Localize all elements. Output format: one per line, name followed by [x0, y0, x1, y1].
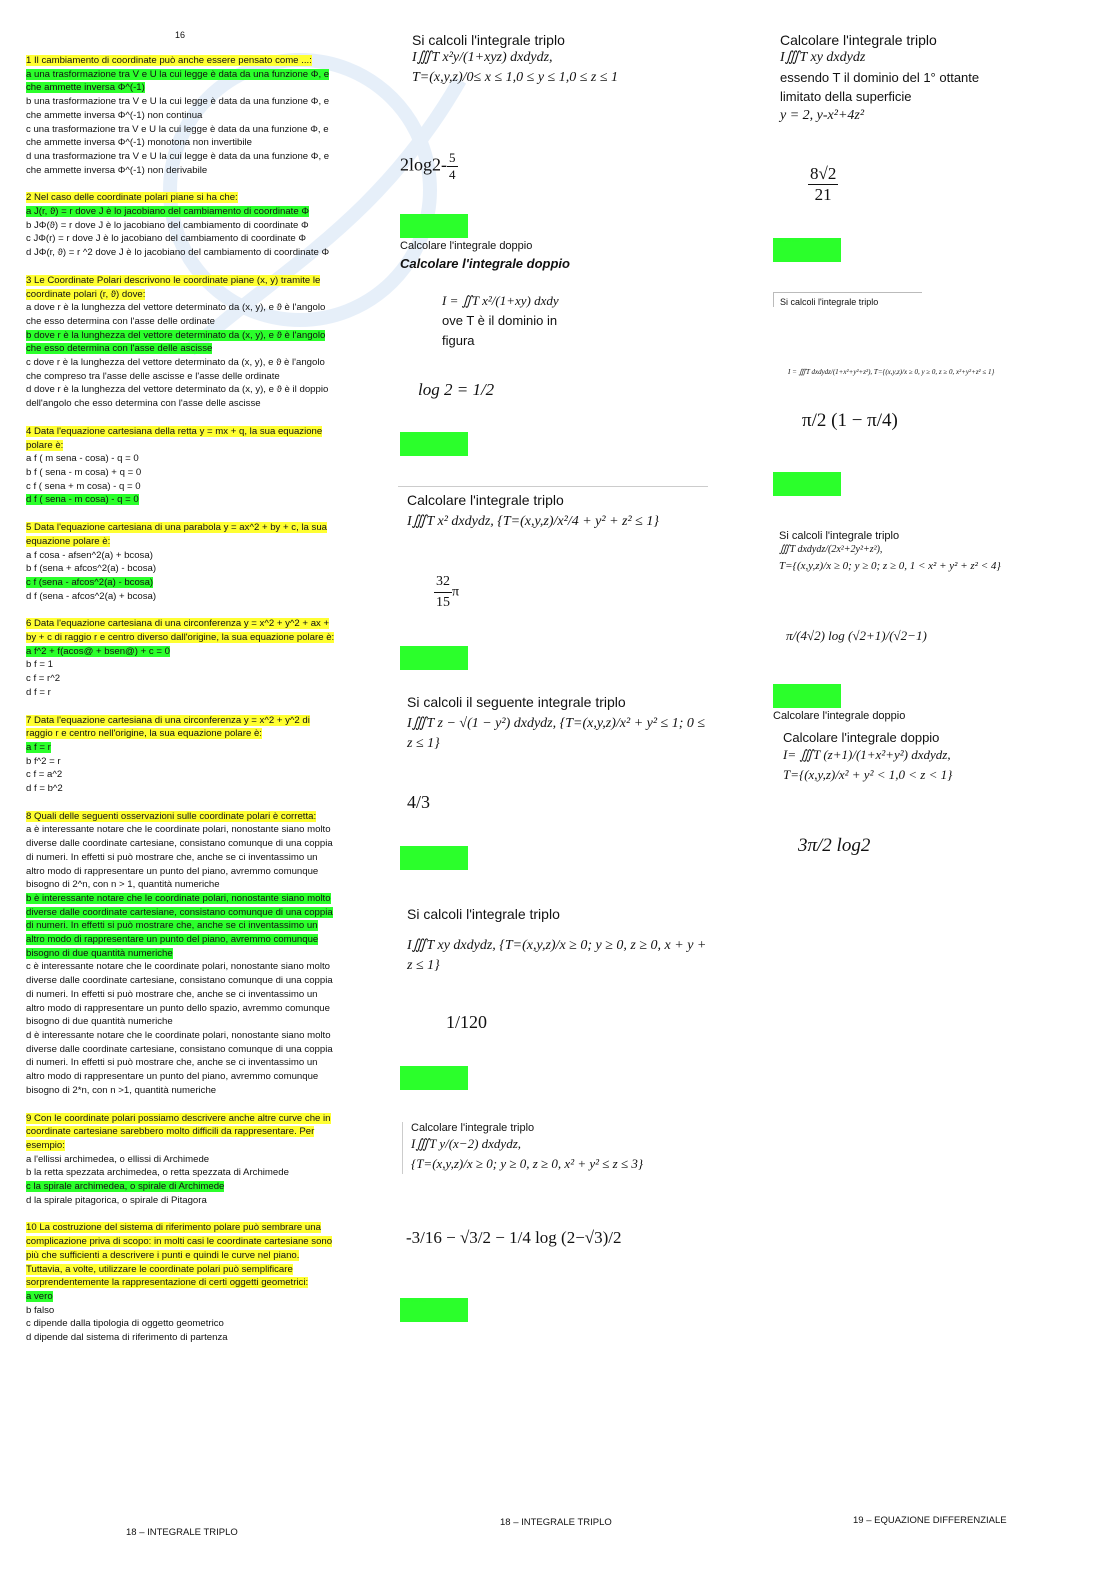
exercise-answer: 1/120	[446, 1012, 488, 1032]
col1-footer: 18 – INTEGRALE TRIPLO	[126, 1527, 238, 1538]
answer-option: b f ( sena - m cosa) + q = 0	[26, 466, 142, 478]
answer-option: b f^2 = r	[26, 755, 61, 767]
question-text: 7 Data l'equazione cartesiana di una circonferenza y = x^2 + y^2 di raggio r e centro nell'origine, la sua equazione polare è:	[26, 714, 310, 740]
correct-option: b è interessante notare che le coordinate polari, nonostante siano molto diverse dalle coordinate cartesiane, consistano comunque di una coppia di numeri. In effetti si può mostrare che, anche se ci inventassimo un altro modo di rappresentare un punto del piano, avremmo comunque bisogno di due quantità numeriche	[26, 892, 333, 959]
quiz-question	[26, 191, 338, 260]
answer-option: d f = b^2	[26, 783, 63, 795]
col2-footer: 18 – INTEGRALE TRIPLO	[500, 1517, 612, 1528]
answer-option: c JΦ(r) = r dove J è lo jacobiano del cambiamento di coordinate Φ	[26, 233, 307, 245]
exercise-expression: I = ∬T x²/(1+xy) dxdy	[442, 293, 559, 308]
question-text: 5 Data l'equazione cartesiana di una parabola y = ax^2 + by + c, la sua equazione polare è:	[26, 522, 328, 547]
quiz-question	[26, 1221, 338, 1344]
exercise-expression: ∭T dxdydz/(2x²+2y²+z²),	[779, 544, 883, 555]
answer-option: c dipende dalla tipologia di oggetto geometrico	[26, 1318, 224, 1330]
quiz-question	[26, 274, 338, 411]
question-text: 9 Con le coordinate polari possiamo descrivere anche altre curve che in coordinate cartesiane sarebbero molto difficili da rappresentare. Per esempio:	[26, 1112, 331, 1151]
separator-bar: ----------	[400, 214, 468, 238]
correct-option: a f = r	[26, 741, 51, 753]
answer-option: b f = 1	[26, 659, 53, 671]
exercise-answer: $\frac{8√2}{21}$	[810, 164, 837, 204]
separator-bar: ----------	[400, 846, 468, 870]
answer-option: d la spirale pitagorica, o spirale di Pitagora	[26, 1194, 207, 1206]
question-text: 2 Nel caso delle coordinate polari piane si ha che:	[26, 192, 238, 204]
answer-option: a dove r è la lunghezza del vettore determinato da (x, y), e ϑ è l'angolo che esso determina con l'asse delle ordinate	[26, 302, 326, 327]
exercise-domain: T={(x,y,z)/x ≥ 0; y ≥ 0; z ≥ 0, 1 < x² + y² + z² < 4}	[779, 560, 1001, 572]
separator-bar: ----------	[400, 432, 468, 456]
separator-bar: ----------	[400, 1066, 468, 1090]
exercise-title: Calcolare l'integrale triplo	[407, 492, 564, 508]
col3-footer: 19 – EQUAZIONE DIFFERENZIALE	[853, 1515, 1007, 1526]
answer-option: a l'ellissi archimedea, o ellissi di Archimede	[26, 1153, 210, 1165]
quiz-question	[26, 1112, 338, 1208]
exercise-title: Si calcoli l'integrale triplo	[779, 530, 900, 542]
exercise-expression: I∭T xy dxdydz	[780, 50, 866, 65]
correct-option: d f ( sena - m cosa) - q = 0	[26, 494, 139, 506]
answer-option: c una trasformazione tra V e U la cui legge è data da una funzione Φ, e che ammette inversa Φ^(-1) monotona non invertibile	[26, 123, 329, 149]
exercise-block	[400, 240, 700, 351]
answer-option: a è interessante notare che le coordinate polari, nonostante siano molto diverse dalle coordinate cartesiane, consistano comunque di una coppia di numeri. In effetti si può mostrare che, anche se ci inventassimo un altro modo di rappresentare un punto del piano, avremmo comunque bisogno di 2^n, con n > 1, quantità numeriche	[26, 824, 333, 891]
exercise-block	[773, 292, 922, 307]
answer-option: d è interessante notare che le coordinate polari, nonostante siano molto diverse dalle coordinate cartesiane, consistano comunque di una coppia di numeri. In effetti si può mostrare che, anche se ci inventassimo un altro modo di rappresentare un punto del piano, avremmo comunque bisogno di 2*n, con n >1, quantità numeriche	[26, 1030, 333, 1096]
exercise-domain: y = 2, y-x²+4z²	[780, 108, 865, 123]
exercise-block	[773, 710, 1093, 785]
answer-option: c f = r^2	[26, 673, 61, 685]
exercise-domain: T={(x,y,z)/x² + y² < 1,0 < z < 1}	[783, 767, 953, 782]
quiz-question	[26, 714, 338, 796]
question-text: 6 Data l'equazione cartesiana di una circonferenza y = x^2 + y^2 + ax + by + c di raggio r e centro diverso dall'origine, la sua equazione polare è:	[26, 618, 335, 644]
exercise-expression: I∭T xy dxdydz, {T=(x,y,z)/x ≥ 0; y ≥ 0, z ≥ 0, x + y + z ≤ 1}	[407, 938, 707, 973]
answer-option: b la retta spezzata archimedea, o retta spezzata di Archimede	[26, 1167, 289, 1179]
answer-option: b JΦ(ϑ) = r dove J è lo jacobiano del cambiamento di coordinate Φ	[26, 219, 309, 231]
separator-bar: ----------	[773, 238, 841, 262]
exercise-answer: log 2 = 1/2	[418, 380, 495, 399]
answer-option: d JΦ(r, ϑ) = r ^2 dove J è lo jacobiano del cambiamento di coordinate Φ	[26, 247, 330, 259]
answer-option: c è interessante notare che le coordinate polari, nonostante siano molto diverse dalle coordinate cartesiane, consistano comunque di una coppia di numeri. In effetti si può mostrare che, anche se ci inventassimo un altro modo di rappresentare un punto dello spazio, avremmo comunque bisogno di due quantità numeriche	[26, 961, 333, 1028]
correct-option: c la spirale archimedea, o spirale di Archimede	[26, 1181, 225, 1193]
exercise-title: Calcolare l'integrale doppio	[773, 710, 906, 722]
quiz-question	[26, 810, 338, 1098]
exercise-title: Calcolare l'integrale doppio	[783, 730, 940, 745]
answer-option: a f cosa - afsen^2(a) + bcosa)	[26, 549, 153, 561]
correct-option: a vero	[26, 1290, 53, 1302]
exercise-expression: I∭T x² dxdydz, {T=(x,y,z)/x²/4 + y² + z² ≤ 1}	[407, 514, 659, 529]
separator-bar: ----------	[400, 646, 468, 670]
correct-option: a J(r, ϑ) = r dove J è lo jacobiano del cambiamento di coordinate Φ	[26, 206, 310, 218]
question-text: 4 Data l'equazione cartesiana della retta y = mx + q, la sua equazione polare è:	[26, 425, 323, 451]
exercise-answer: $\frac{32}{15}$ π	[436, 574, 460, 610]
answer-option: b una trasformazione tra V e U la cui legge è data da una funzione Φ, e che ammette inversa Φ^(-1) non continua	[26, 96, 330, 121]
correct-option: c f (sena - afcos^2(a) - bcosa)	[26, 576, 154, 588]
exercise-block	[407, 694, 707, 754]
exercise-block	[402, 1122, 717, 1174]
answer-option: d dove r è la lunghezza del vettore determinato da (x, y), e ϑ è il doppio dell'angolo che esso determina con l'asse delle ascisse	[26, 384, 329, 410]
answer-option: c f ( sena + m cosa) - q = 0	[26, 480, 141, 492]
exercise-title: Calcolare l'integrale doppio	[400, 240, 533, 252]
exercise-title: Calcolare l'integrale triplo	[411, 1122, 535, 1134]
exercise-expression: I∭T y/(x−2) dxdydz,	[411, 1136, 521, 1151]
exercise-expression: I∭T z − √(1 − y²) dxdydz, {T=(x,y,z)/x² + y² ≤ 1; 0 ≤ z ≤ 1}	[407, 716, 706, 751]
answer-option: c dove r è la lunghezza del vettore determinato da (x, y), e ϑ è l'angolo che compreso tra l'asse delle ascisse e l'asse delle ordinate	[26, 357, 325, 382]
question-text: 10 La costruzione del sistema di riferimento polare può sembrare una complicazione priva di scopo: in molti casi le coordinate cartesiane sono più che sufficienti a descrivere i punti e quindi le curve nel piano. Tuttavia, a volte, utilizzare le coordinate polari può semplificare sorprendentemente la rappresentazione di certi oggetti geometrici:	[26, 1222, 333, 1289]
separator-bar: ----------	[400, 1298, 468, 1322]
exercise-answer: 4/3	[407, 792, 431, 812]
divider	[398, 486, 708, 487]
exercise-block	[780, 32, 1090, 126]
exercise-domain: T=(x,y,z)/0≤ x ≤ 1,0 ≤ y ≤ 1,0 ≤ z ≤ 1	[412, 70, 619, 85]
quiz-question	[26, 54, 338, 177]
page-number: 16	[175, 30, 186, 40]
quiz-question	[26, 617, 338, 699]
exercise-block	[407, 492, 707, 532]
exercise-answer: 3π/2 log2	[798, 835, 871, 856]
quiz-column	[26, 54, 338, 1359]
separator-bar: ----------	[773, 684, 841, 708]
answer-option: d una trasformazione tra V e U la cui legge è data da una funzione Φ, e che ammette inversa Φ^(-1) non derivabile	[26, 150, 330, 176]
question-text: 8 Quali delle seguenti osservazioni sulle coordinate polari è corretta:	[26, 810, 317, 822]
answer-option: a f ( m sena - cosa) - q = 0	[26, 453, 139, 465]
exercise-answer: π/(4√2) log (√2+1)/(√2−1)	[786, 628, 927, 643]
exercise-domain: {T=(x,y,z)/x ≥ 0; y ≥ 0, z ≥ 0, x² + y² ≤ z ≤ 3}	[411, 1156, 644, 1171]
exercise-answer: -3/16 − √3/2 − 1/4 log (2−√3)/2	[406, 1228, 622, 1247]
exercise-title: Si calcoli l'integrale triplo	[412, 32, 565, 48]
exercise-domain: limitato della superficie	[780, 89, 912, 104]
exercise-answer: π/2 (1 − π/4)	[802, 410, 898, 431]
correct-option: b dove r è la lunghezza del vettore determinato da (x, y), e ϑ è l'angolo che esso determina con l'asse delle ascisse	[26, 329, 326, 355]
question-text: 1 Il cambiamento di coordinate può anche essere pensato come ...:	[26, 55, 312, 66]
answer-option: d f (sena - afcos^2(a) + bcosa)	[26, 590, 157, 602]
exercise-title: Calcolare l'integrale triplo	[780, 32, 937, 48]
answer-option: c f = a^2	[26, 769, 63, 781]
separator-bar: ----------	[773, 472, 841, 496]
question-text: 3 Le Coordinate Polari descrivono le coordinate piane (x, y) tramite le coordinate polari (r, ϑ) dove:	[26, 274, 321, 300]
correct-option: a f^2 + f(acos@ + bsen@) + c = 0	[26, 645, 170, 657]
exercise-block	[407, 906, 707, 976]
exercise-expression: I = ∭T dxdydz/(1+x²+y²+z²), T={(x,y,z)/x ≥ 0, y ≥ 0, z ≥ 0, x²+y²+z² ≤ 1}	[788, 368, 995, 376]
exercise-title: Si calcoli l'integrale triplo	[780, 297, 879, 307]
answer-option: b falso	[26, 1304, 55, 1316]
correct-option: a una trasformazione tra V e U la cui legge è data da una funzione Φ, e che ammette inversa Φ^(-1)	[26, 68, 330, 94]
answer-option: d dipende dal sistema di riferimento di partenza	[26, 1332, 228, 1344]
exercise-block	[412, 32, 712, 88]
exercise-domain: ove T è il dominio in figura	[442, 313, 558, 348]
exercise-title-bold: Calcolare l'integrale doppio	[400, 256, 570, 271]
exercise-answer: 2log2- $\frac{5}{4}$	[400, 150, 456, 182]
exercise-title: Si calcoli il seguente integrale triplo	[407, 694, 626, 710]
answer-option: d f = r	[26, 686, 51, 698]
exercise-expression: I= ∭T (z+1)/(1+x²+y²) dxdydz,	[783, 747, 951, 762]
exercise-expression: I∭T x²y/(1+xyz) dxdydz,	[412, 50, 553, 65]
answer-option: b f (sena + afcos^2(a) - bcosa)	[26, 563, 157, 575]
quiz-question	[26, 425, 338, 507]
exercise-title: Si calcoli l'integrale triplo	[407, 906, 560, 922]
quiz-question	[26, 521, 338, 603]
exercise-domain: essendo T il dominio del 1° ottante	[780, 70, 980, 85]
exercise-block	[779, 530, 1089, 574]
